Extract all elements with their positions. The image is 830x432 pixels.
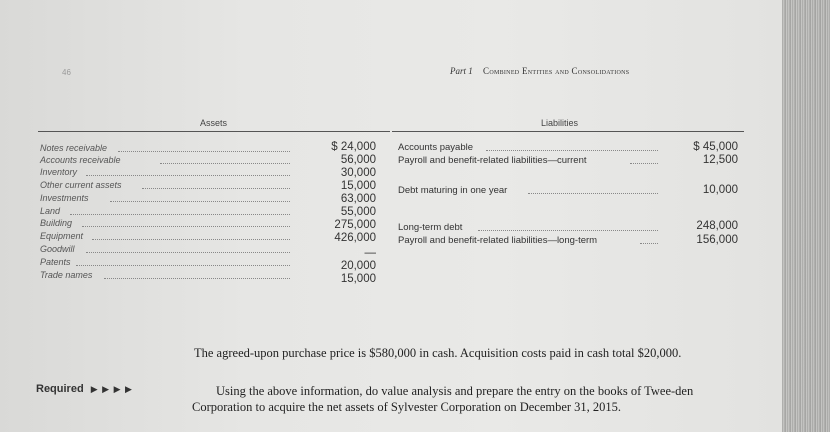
asset-label: Notes receivable [40,143,108,153]
liability-label: Debt maturing in one year [398,185,508,196]
required-arrows: ▶ ▶ ▶ ▶ [90,384,133,394]
required-paragraph: Using the above information, do value analysis and prepare the entry on the books of Twee-den Corporation to acquire the net assets of Sylvester Corporation on December 31, 2015. [192,384,694,414]
asset-label: Goodwill [40,244,75,254]
page-number: 46 [62,68,71,77]
part-label: Part 1 [450,66,473,76]
leader-dots [486,150,658,151]
assets-header: Assets [200,118,228,128]
asset-amount: 30,000 [340,167,376,179]
asset-label: Investments [40,193,89,203]
asset-amount: 275,000 [334,219,376,231]
liability-label: Payroll and benefit-related liabilities—long-term [398,235,598,246]
leader-dots [630,163,658,164]
leader-dots [478,230,658,231]
liability-label: Long-term debt [398,222,463,233]
required-text: Required [36,383,84,395]
leader-dots [142,188,290,189]
leader-dots [82,226,290,227]
asset-label: Other current assets [40,180,122,190]
liability-amount: 156,000 [696,234,738,246]
leader-dots [70,214,290,215]
leader-dots [640,243,658,244]
leader-dots [86,252,290,253]
asset-amount: 55,000 [340,206,376,218]
leader-dots [110,201,290,202]
liability-label: Payroll and benefit-related liabilities—current [398,155,587,166]
asset-label: Building [40,218,73,228]
purchase-paragraph: The agreed-upon purchase price is $580,000 in cash. Acquisition costs paid in cash total $20,000. [194,346,682,360]
asset-amount: $ 24,000 [331,141,376,153]
asset-amount: 56,000 [340,154,376,166]
asset-amount: 63,000 [340,193,376,205]
liabilities-header: Liabilities [541,118,579,128]
chapter-title: Combined Entities and Consolidations [483,66,630,76]
liability-amount: $ 45,000 [693,141,738,153]
asset-label: Land [40,206,61,216]
liability-amount: 248,000 [696,220,738,232]
leader-dots [160,163,290,164]
asset-amount: 20,000 [340,260,376,272]
asset-label: Accounts receivable [40,155,121,165]
leader-dots [86,175,290,176]
leader-dots [528,193,658,194]
asset-amount: 15,000 [340,273,376,285]
required-label [36,383,133,395]
liability-amount: 12,500 [702,154,738,166]
liability-amount: 10,000 [702,184,738,196]
leader-dots [92,239,290,240]
liabilities-rule [392,131,744,132]
leader-dots [76,265,290,266]
leader-dots [118,151,290,152]
book-spine [782,0,830,432]
asset-amount: 426,000 [334,232,376,244]
asset-label: Inventory [40,167,78,177]
leader-dots [104,278,290,279]
running-head [450,66,629,76]
liability-label: Accounts payable [398,142,473,153]
asset-amount: — [364,247,376,259]
asset-label: Trade names [40,270,93,280]
assets-rule [38,131,390,132]
asset-label: Patents [40,257,71,267]
asset-amount: 15,000 [340,180,376,192]
asset-label: Equipment [40,231,84,241]
